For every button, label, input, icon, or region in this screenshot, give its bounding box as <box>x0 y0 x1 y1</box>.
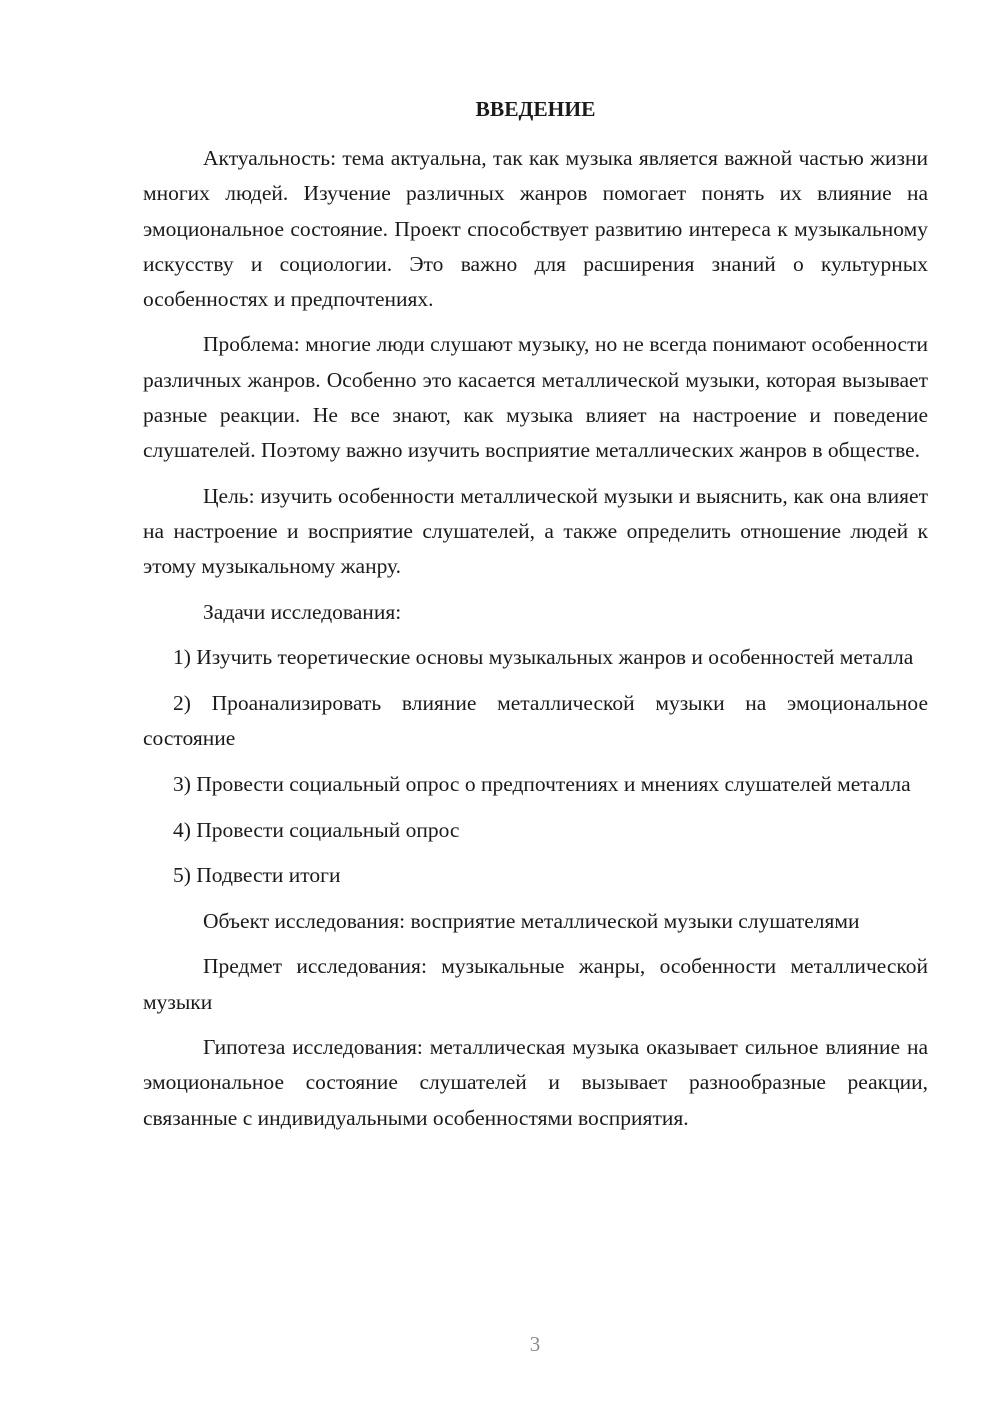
subject-paragraph: Предмет исследования: музыкальные жанры, особенности металлической музыки <box>143 954 928 1014</box>
task-item-1: 1) Изучить теоретические основы музыкальных жанров и особенностей металла <box>173 644 914 669</box>
relevance-paragraph: Актуальность: тема актуальна, так как музыка является важной частью жизни многих людей. Изучение различных жанров помогает понять их влияние на эмоциональное состояние. Проект способствует развитию интереса к музыкальному искусству и социологии. Это важно для расширения знаний о культурных особенностях и предпочтениях. <box>143 146 928 312</box>
task-item-3: 3) Провести социальный опрос о предпочтениях и мнениях слушателей металла <box>173 771 911 796</box>
goal-paragraph: Цель: изучить особенности металлической музыки и выяснить, как она влияет на настроение и восприятие слушателей, а также определить отношение людей к этому музыкальному жанру. <box>143 483 928 579</box>
hypothesis-paragraph: Гипотеза исследования: металлическая музыка оказывает сильное влияние на эмоциональное состояние слушателей и вызывает разнообразные реакции, связанные с индивидуальными особенностями восприятия. <box>143 1035 928 1130</box>
problem-paragraph: Проблема: многие люди слушают музыку, но не всегда понимают особенности различных жанров. Особенно это касается металлической музыки, которая вызывает разные реакции. Не все знают, как музыка влияет на настроение и поведение слушателей. Поэтому важно изучить восприятие металлических жанров в обществе. <box>143 332 928 463</box>
page-number: 3 <box>529 1332 541 1356</box>
object-paragraph: Объект исследования: восприятие металлической музыки слушателями <box>203 909 860 934</box>
task-item-2: 2) Проанализировать влияние металлической музыки на эмоциональное состояние <box>143 690 928 750</box>
page-title: ВВЕДЕНИЕ <box>475 97 596 121</box>
task-item-5: 5) Подвести итоги <box>173 863 341 888</box>
document-body <box>143 92 928 1146</box>
tasks-title: Задачи исследования: <box>203 599 402 624</box>
task-item-4: 4) Провести социальный опрос <box>173 817 460 842</box>
